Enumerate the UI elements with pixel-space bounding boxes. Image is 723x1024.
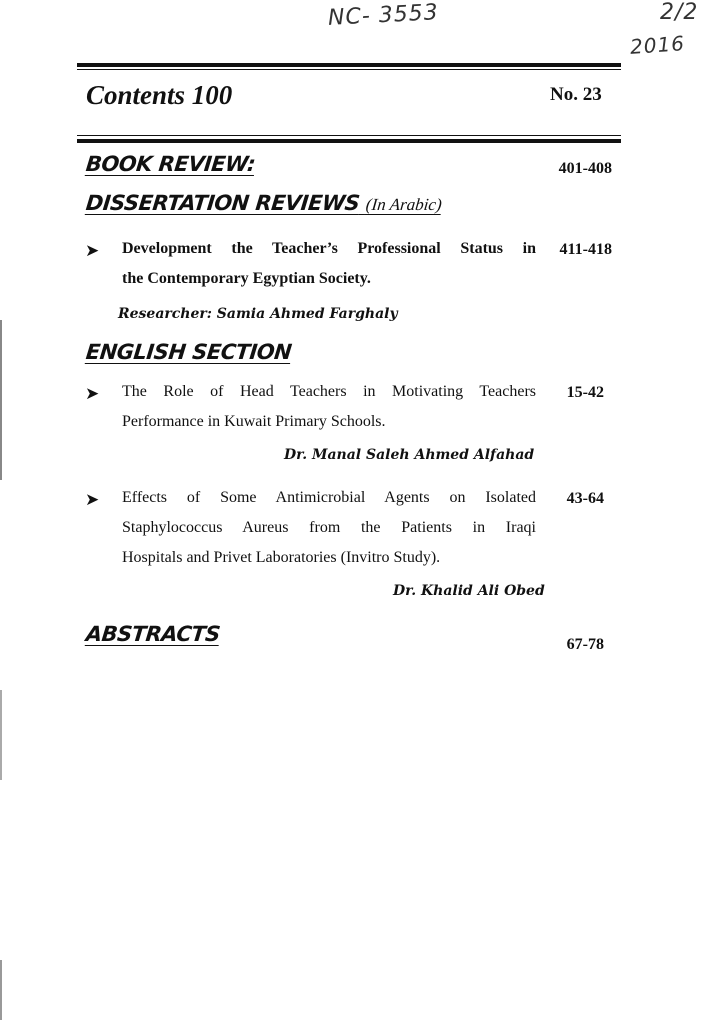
section-heading-book-review: BOOK REVIEW: xyxy=(84,152,257,176)
entry-title-line: the Contemporary Egyptian Society. xyxy=(122,270,371,287)
handwritten-date-year: 2016 xyxy=(629,31,686,59)
handwritten-reference-number: NC- 3553 xyxy=(327,0,440,31)
entry-pages-teacher-status: 411-418 xyxy=(559,241,612,258)
entry-title-line: Staphylococcus Aureus from the Patients in Iraqi xyxy=(122,519,536,536)
section-heading-english-section: ENGLISH SECTION xyxy=(84,340,293,364)
entry-author-teacher-status: Researcher: Samia Ahmed Farghaly xyxy=(118,306,398,322)
bullet-arrow-icon: ➤ xyxy=(85,490,100,509)
top-rule-thick xyxy=(77,63,621,67)
abstracts-pages: 67-78 xyxy=(566,636,604,653)
entry-pages-head-teachers: 15-42 xyxy=(566,384,604,401)
section-heading-dissertation-reviews xyxy=(85,191,443,215)
scan-edge-mark xyxy=(0,320,2,480)
entry-pages-antimicrobial: 43-64 xyxy=(566,490,604,507)
issue-number: No. 23 xyxy=(550,84,602,105)
handwritten-date-day-month: 2/2 xyxy=(660,0,699,25)
contents-title: Contents 100 xyxy=(86,80,233,110)
header-rule-thin xyxy=(77,135,621,136)
book-review-pages: 401-408 xyxy=(558,160,612,177)
section-heading-abstracts: ABSTRACTS xyxy=(84,622,222,646)
bullet-arrow-icon: ➤ xyxy=(85,384,100,403)
dissertation-reviews-language-note: (In Arabic) xyxy=(365,195,443,214)
header-rule-thick xyxy=(77,139,621,143)
entry-title-line: Performance in Kuwait Primary Schools. xyxy=(122,413,386,430)
entry-title-antimicrobial xyxy=(122,483,536,573)
entry-title-line: Hospitals and Privet Laboratories (Invitro Study). xyxy=(122,549,441,566)
entry-author-head-teachers: Dr. Manal Saleh Ahmed Alfahad xyxy=(284,447,535,463)
top-rule-thin xyxy=(77,69,621,70)
scan-edge-mark xyxy=(0,690,2,780)
entry-author-antimicrobial: Dr. Khalid Ali Obed xyxy=(393,583,545,599)
bullet-arrow-icon: ➤ xyxy=(85,241,100,260)
entry-title-teacher-status xyxy=(122,234,536,294)
entry-title-line: Effects of Some Antimicrobial Agents on Isolated xyxy=(122,489,536,506)
entry-title-head-teachers xyxy=(122,377,536,437)
scan-edge-mark xyxy=(0,960,2,1020)
entry-title-line: Development the Teacher’s Professional Status in xyxy=(122,240,536,257)
dissertation-reviews-title: DISSERTATION REVIEWS xyxy=(84,191,361,215)
entry-title-line: The Role of Head Teachers in Motivating Teachers xyxy=(122,383,536,400)
